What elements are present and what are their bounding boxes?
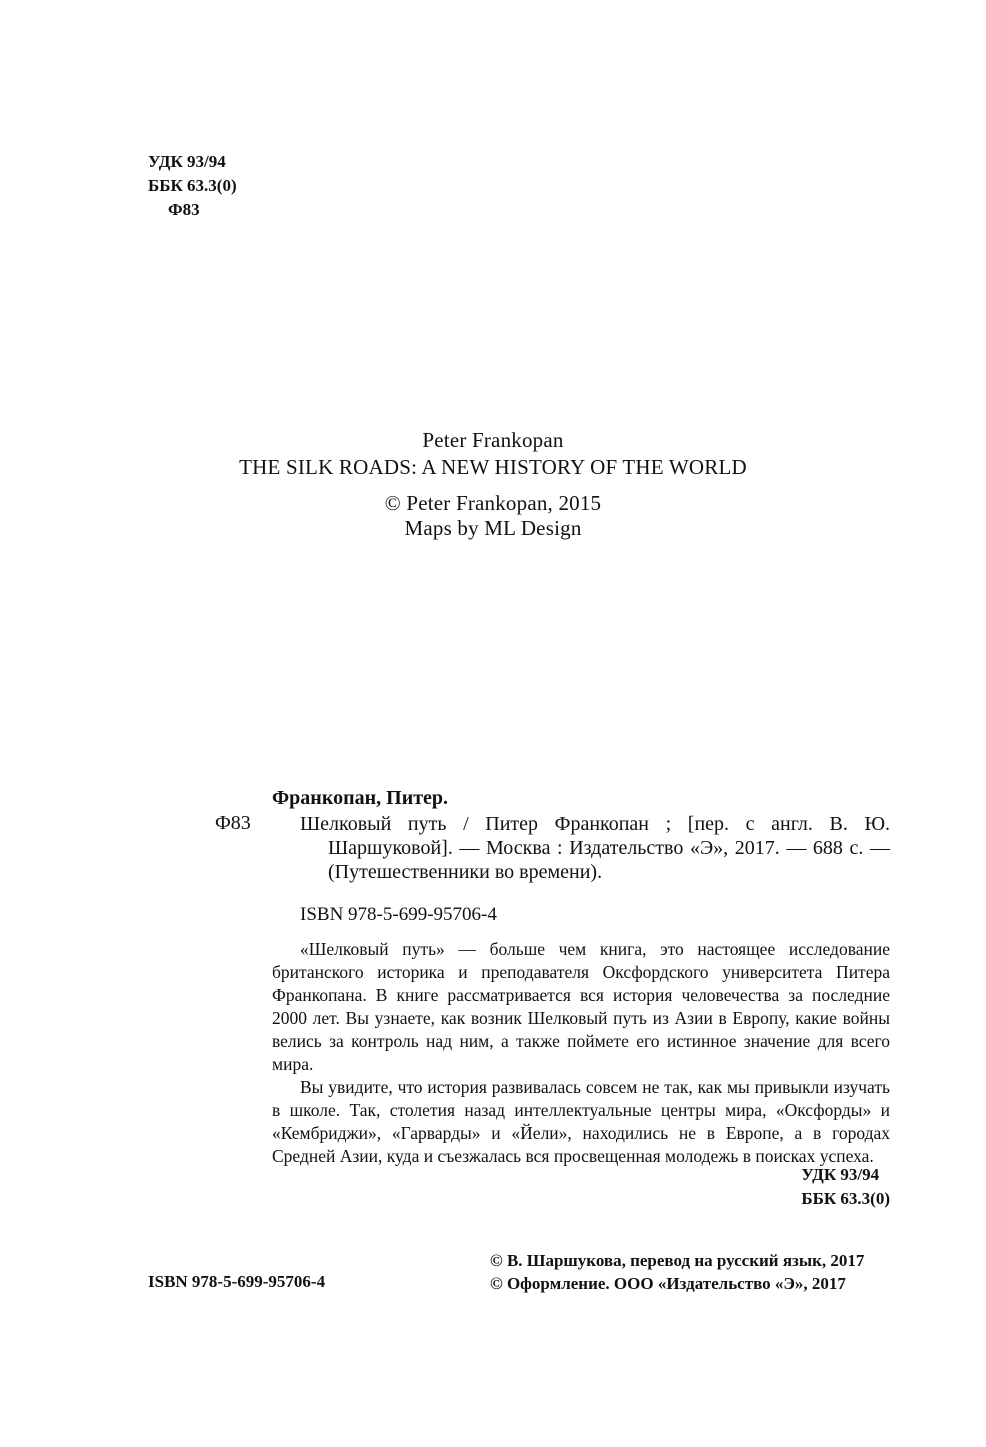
catalog-heading: Франкопан, Питер.: [272, 787, 449, 809]
catalog-isbn: ISBN 978-5-699-95706-4: [300, 904, 497, 925]
catalog-description: Шелковый путь / Питер Франкопан ; [пер. с англ. В. Ю. Шаршуковой]. — Москва : Издательство «Э», 2017. — 688 с. — (Путешественники во времени).: [300, 813, 890, 883]
annotation-paragraph: «Шелковый путь» — больше чем книга, это настоящее исследование британского историка и преподавателя Оксфордского университета Питера Франкопана. В книге рассматривается вся история человечества за последние 2000 лет. Вы узнаете, как возник Шелковый путь из Азии в Европу, какие войны велись за контроль над ним, а также поймете его истинное значение для всего мира.: [272, 939, 890, 1074]
bbk-code: ББК 63.3(0): [148, 176, 237, 195]
maps-credit: Maps by ML Design: [404, 516, 582, 540]
author-sign: Ф83: [168, 200, 200, 219]
annotation: [272, 938, 890, 1168]
original-copyright: © Peter Frankopan, 2015: [384, 491, 602, 515]
catalog-author-sign: Ф83: [215, 812, 251, 834]
header-classification-codes: [148, 150, 237, 222]
rights-block: [490, 1249, 864, 1295]
original-title: THE SILK ROADS: A NEW HISTORY OF THE WORLD: [239, 455, 747, 479]
translation-rights: © В. Шаршукова, перевод на русский язык, 2017: [490, 1251, 865, 1270]
design-rights: © Оформление. ООО «Издательство «Э», 2017: [490, 1274, 846, 1293]
footer-classification-codes: [801, 1163, 890, 1211]
footer-isbn: ISBN 978-5-699-95706-4: [148, 1272, 326, 1291]
udk-code: УДК 93/94: [148, 152, 226, 171]
original-author: Peter Frankopan: [422, 428, 564, 452]
bbk-code: ББК 63.3(0): [801, 1189, 890, 1208]
udk-code: УДК 93/94: [801, 1165, 880, 1184]
annotation-paragraph: Вы увидите, что история развивалась совсем не так, как мы привыкли изучать в школе. Так, столетия назад интеллектуальные центры мира, «Оксфорды» и «Кембриджи», «Гарварды» и «Йели», находились не в Европе, а в городах Средней Азии, куда и съезжалась вся просвещенная молодежь в поисках успеха.: [272, 1077, 890, 1166]
